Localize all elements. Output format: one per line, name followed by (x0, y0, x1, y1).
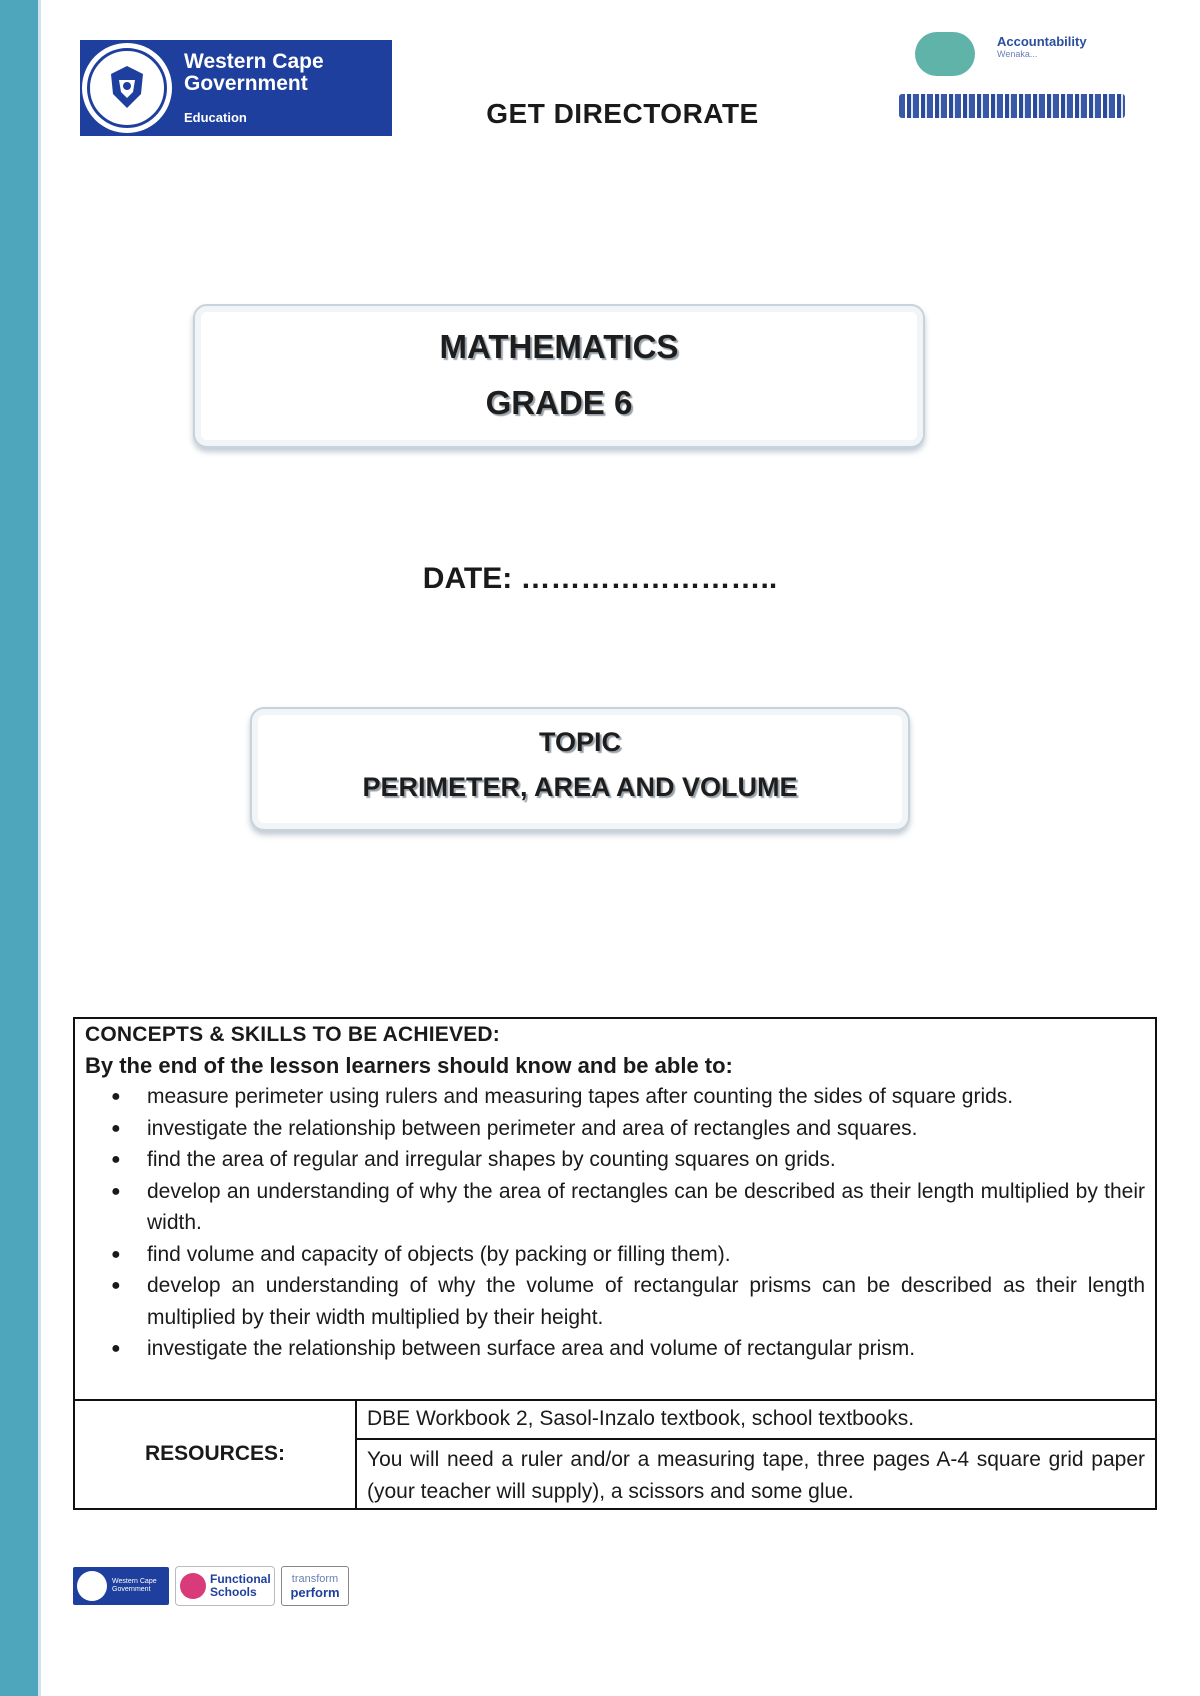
footer-wcg-logo (73, 1567, 169, 1605)
bullet-icon: ● (111, 1151, 121, 1168)
concept-text: develop an understanding of why the volume of rectangular prisms can be described as their length multiplied by their width multiplied by their height. (147, 1274, 1145, 1329)
logo-line1: Western Cape (184, 50, 324, 74)
concept-text: investigate the relationship between surface area and volume of rectangular prism. (147, 1337, 916, 1360)
tp-line1: transform (291, 1572, 339, 1585)
concept-text: find volume and capacity of objects (by packing or filling them). (147, 1242, 731, 1266)
accountability-logo (897, 28, 1129, 120)
functional-schools-icon (180, 1573, 206, 1599)
resources-materials: You will need a ruler and/or a measuring tape, three pages A-4 square grid paper (your teacher will supply), a scissors and some glue. (367, 1448, 1145, 1503)
concept-text: measure perimeter using rulers and measuring tapes after counting the sides of square grids. (147, 1085, 1014, 1108)
concepts-heading: CONCEPTS & SKILLS TO BE ACHIEVED: (85, 1023, 500, 1046)
concept-text: investigate the relationship between perimeter and area of rectangles and squares. (147, 1116, 918, 1140)
bullet-icon: ● (111, 1182, 121, 1200)
concept-text: develop an understanding of why the area of rectangles can be described as their length multiplied by their width. (147, 1179, 1145, 1234)
left-sidebar-bar (0, 0, 38, 1696)
functional-schools-logo (175, 1566, 275, 1606)
list-item (111, 1113, 1145, 1145)
topic-name: PERIMETER, AREA AND VOLUME (362, 772, 798, 802)
topic-label: TOPIC (538, 727, 621, 757)
list-item (111, 1239, 1145, 1271)
concepts-list (85, 1081, 1145, 1365)
accountability-title: Accountability (997, 34, 1087, 49)
bullet-icon: ● (111, 1340, 121, 1357)
accountability-icon (915, 32, 975, 76)
directorate-title: GET DIRECTORATE (486, 98, 759, 129)
subject-title-box (193, 304, 925, 448)
fs-line1: Functional (210, 1572, 271, 1587)
tp-line2: perform (290, 1584, 340, 1600)
resources-table (73, 1399, 1157, 1510)
resources-books: DBE Workbook 2, Sasol-Inzalo textbook, school textbooks. (357, 1399, 1155, 1440)
logo-line2: Government (184, 72, 308, 96)
grade-title: GRADE 6 (485, 384, 633, 421)
concept-text: find the area of regular and irregular shapes by counting squares on grids. (147, 1148, 836, 1171)
bullet-icon: ● (111, 1119, 121, 1137)
accountability-subtitle: Wenaka... (997, 49, 1038, 59)
logo-line3: Education (184, 110, 247, 126)
transform-perform-logo (281, 1566, 349, 1606)
list-item (111, 1333, 1145, 1365)
bullet-icon: ● (111, 1245, 121, 1263)
list-item (111, 1081, 1145, 1113)
resources-label: RESOURCES: (75, 1399, 357, 1508)
footer-logos (73, 1566, 349, 1606)
footer-wcg-line2: Government (112, 1586, 151, 1593)
accountability-banner (899, 94, 1125, 118)
list-item (111, 1176, 1145, 1239)
topic-box (250, 707, 910, 831)
subject-title: MATHEMATICS (439, 328, 679, 365)
bullet-icon: ● (111, 1277, 121, 1294)
fs-line2: Schools (210, 1585, 257, 1599)
footer-wcg-line1: Western Cape (112, 1578, 157, 1586)
sidebar-edge (38, 0, 41, 1696)
date-field: DATE: …………………….. (422, 562, 778, 595)
list-item (111, 1270, 1145, 1333)
concepts-table (73, 1017, 1157, 1401)
concepts-intro: By the end of the lesson learners should know and be able to: (85, 1053, 733, 1078)
list-item (111, 1144, 1145, 1176)
bullet-icon: ● (111, 1088, 121, 1105)
footer-seal-icon (77, 1571, 107, 1601)
